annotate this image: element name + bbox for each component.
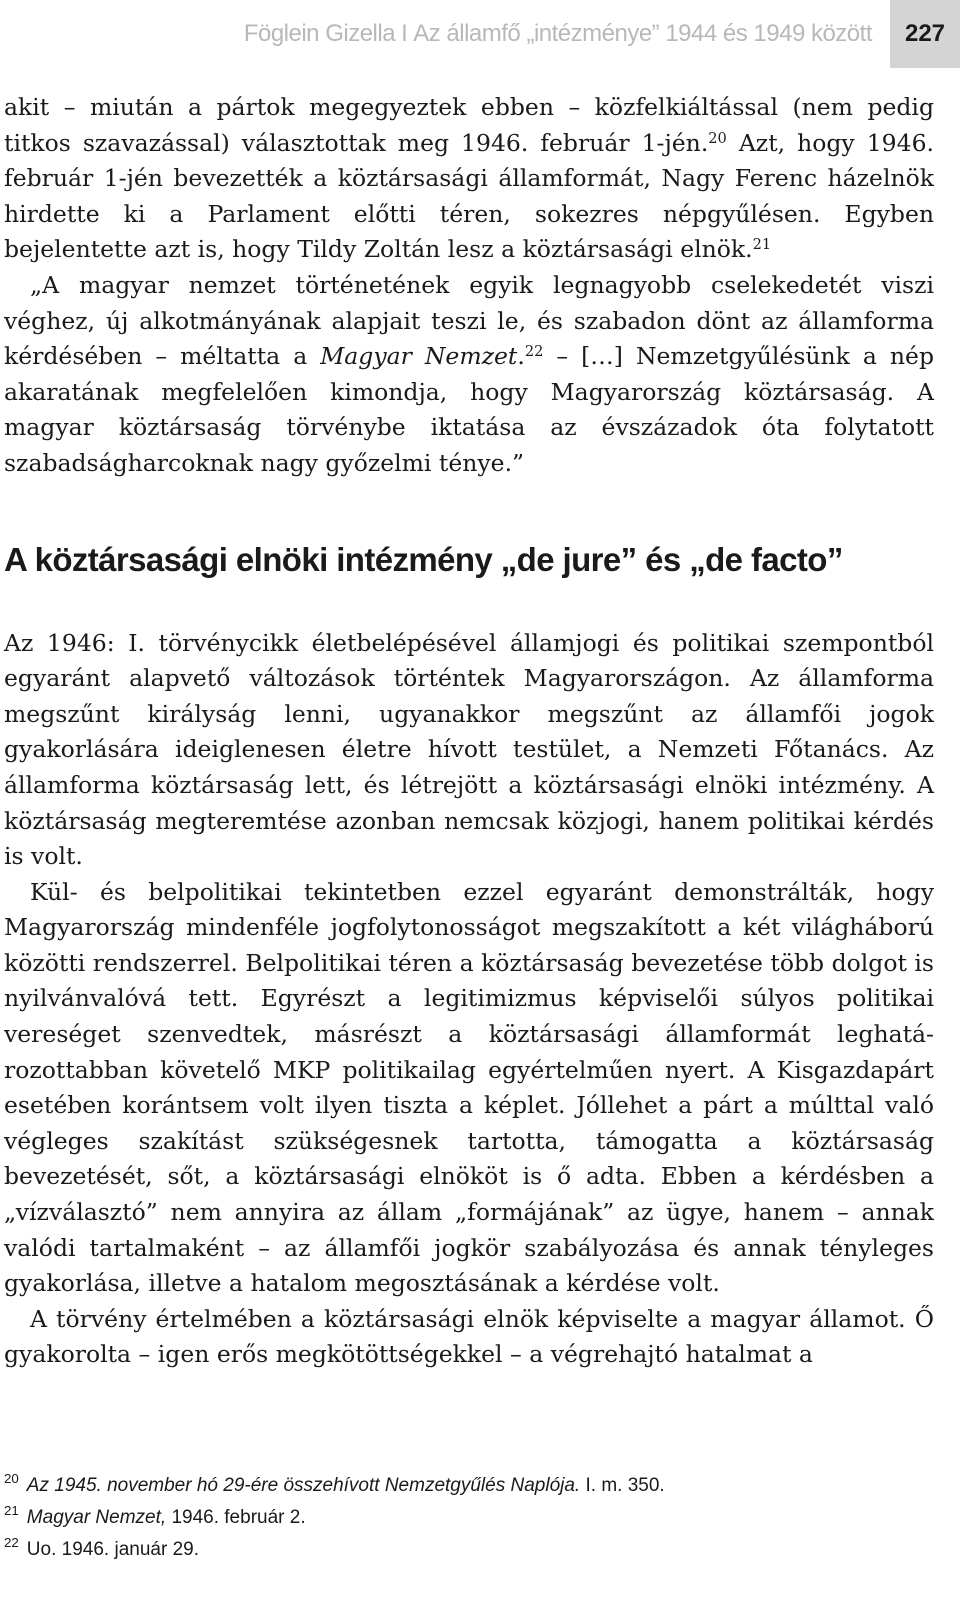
footnotes: [4, 1470, 934, 1566]
footnote-number: 20: [4, 1471, 19, 1487]
newspaper-title: Magyar Nemzet: [320, 342, 518, 371]
running-head-title: Az államfő „intézménye” 1944 és 1949 között: [413, 20, 872, 47]
footnote-text: I. m. 350.: [580, 1475, 665, 1496]
footnote-22: [4, 1534, 934, 1566]
footnote-number: 21: [4, 1503, 19, 1519]
paragraph-2-quote: [4, 268, 934, 482]
running-head-separator: I: [401, 20, 408, 47]
paragraph-4: Kül- és belpolitikai tekintetben ezzel egyaránt demonstrálták, hogy Magyarország mindenféle jogfolytonosságot megszakított a két világháború közötti rendszerrel. Belpolitikai téren a köztársaság bevezetése több dolgot is nyilvánvalóvá tett. Egyrészt a legitimizmus képviselői súlyos politikai vereséget szenvedtek, másrészt a köztársasági államformát leghatározottabban követelő MKP politikailag egyértelműen nyert. A Kisgazdapárt esetében korántsem volt ilyen tiszta a képlet. Jóllehet a párt a múlttal való végleges szakítást szükségesnek tartotta, támogatta a köztársaság bevezetését, sőt, a köztársasági elnököt is ő adta. Ebben a kérdésben a „vízválasztó” nem annyira az állam „formájának” az ügye, hanem – annak valódi tartalmaként – az államfői jogkör szabályozása és annak tényleges gyakorlása, illetve a hatalom megosztásának a kérdése volt.: [4, 877, 934, 1298]
footnote-text: 1946. február 2.: [166, 1507, 306, 1528]
footnote-21: [4, 1502, 934, 1534]
footnote-ref-22: 22: [524, 343, 544, 361]
paragraph-3: Az 1946: I. törvénycikk életbelépésével államjogi és politikai szempontból egyaránt alapvető változások történtek Magyarországon. Az államforma megszűnt királyság lenni, ugyanakkor megszűnt az államfői jogok gyakorlására ideiglenesen életre hívott testület, a Nemzeti Főtanács. Az államforma köztársaság lett, és létrejött a köztársasági elnöki intézmény. A köztársaság megteremtése azonban nemcsak közjogi, hanem politikai kérdés is volt.: [4, 628, 934, 871]
footnote-20: [4, 1470, 934, 1502]
footnote-italic: Magyar Nemzet,: [26, 1507, 167, 1528]
paragraph-2-text-b: .: [517, 342, 525, 371]
paragraph-1: [4, 90, 934, 268]
body-text: [4, 90, 934, 1373]
footnote-number: 22: [4, 1535, 19, 1551]
paragraph-1-text-b: Azt, hogy 1946. február 1-jén bevezették a köztársasági államformát, Nagy Ferenc házelnök hirdette ki a Parlament előtti téren, sokezres népgyűlésen. Egyben bejelentette azt is, hogy Tildy Zoltán lesz a köztársasági elnök.: [4, 128, 934, 264]
paragraph-5: A törvény értelmében a köztársasági elnök képviselte a magyar államot. Ő gyakorolta – igen erős megkötöttségekkel – a végrehajtó hatalmat a: [4, 1304, 934, 1369]
footnote-ref-20: 20: [708, 129, 727, 147]
running-head-author: Föglein Gizella: [243, 20, 396, 47]
running-head: [244, 20, 872, 48]
page-number: 227: [890, 0, 960, 68]
footnote-text: Uo. 1946. január 29.: [26, 1539, 199, 1560]
paragraph-1-text-a: akit – miután a pártok megegyeztek ebben – közfelkiáltással (nem pedig titkos szavazással) választottak meg 1946. február 1-jén.: [4, 93, 934, 157]
paragraph-2-text-a: „A magyar nemzet történetének egyik legnagyobb cselekedetét viszi véghez, új alkotmányának alapjait teszi le, és szabadon dönt az államforma kérdésében – méltatta a: [4, 270, 934, 371]
paragraph-2-text-c: – […] Nemzetgyűlésünk a nép akaratának megfelelően kimondja, hogy Magyarország köztársaság. A magyar köztársaság törvénybe iktatása az évszázadok óta folytatott szabadságharcoknak nagy győzelmi ténye.”: [4, 342, 934, 477]
section-heading: A köztársasági elnöki intézmény „de jure” és „de facto”: [4, 540, 843, 578]
page-header: [0, 0, 960, 68]
footnote-italic: Az 1945. november hó 29-ére összehívott Nemzetgyűlés Naplója.: [26, 1475, 581, 1496]
footnote-ref-21: 21: [752, 236, 772, 254]
